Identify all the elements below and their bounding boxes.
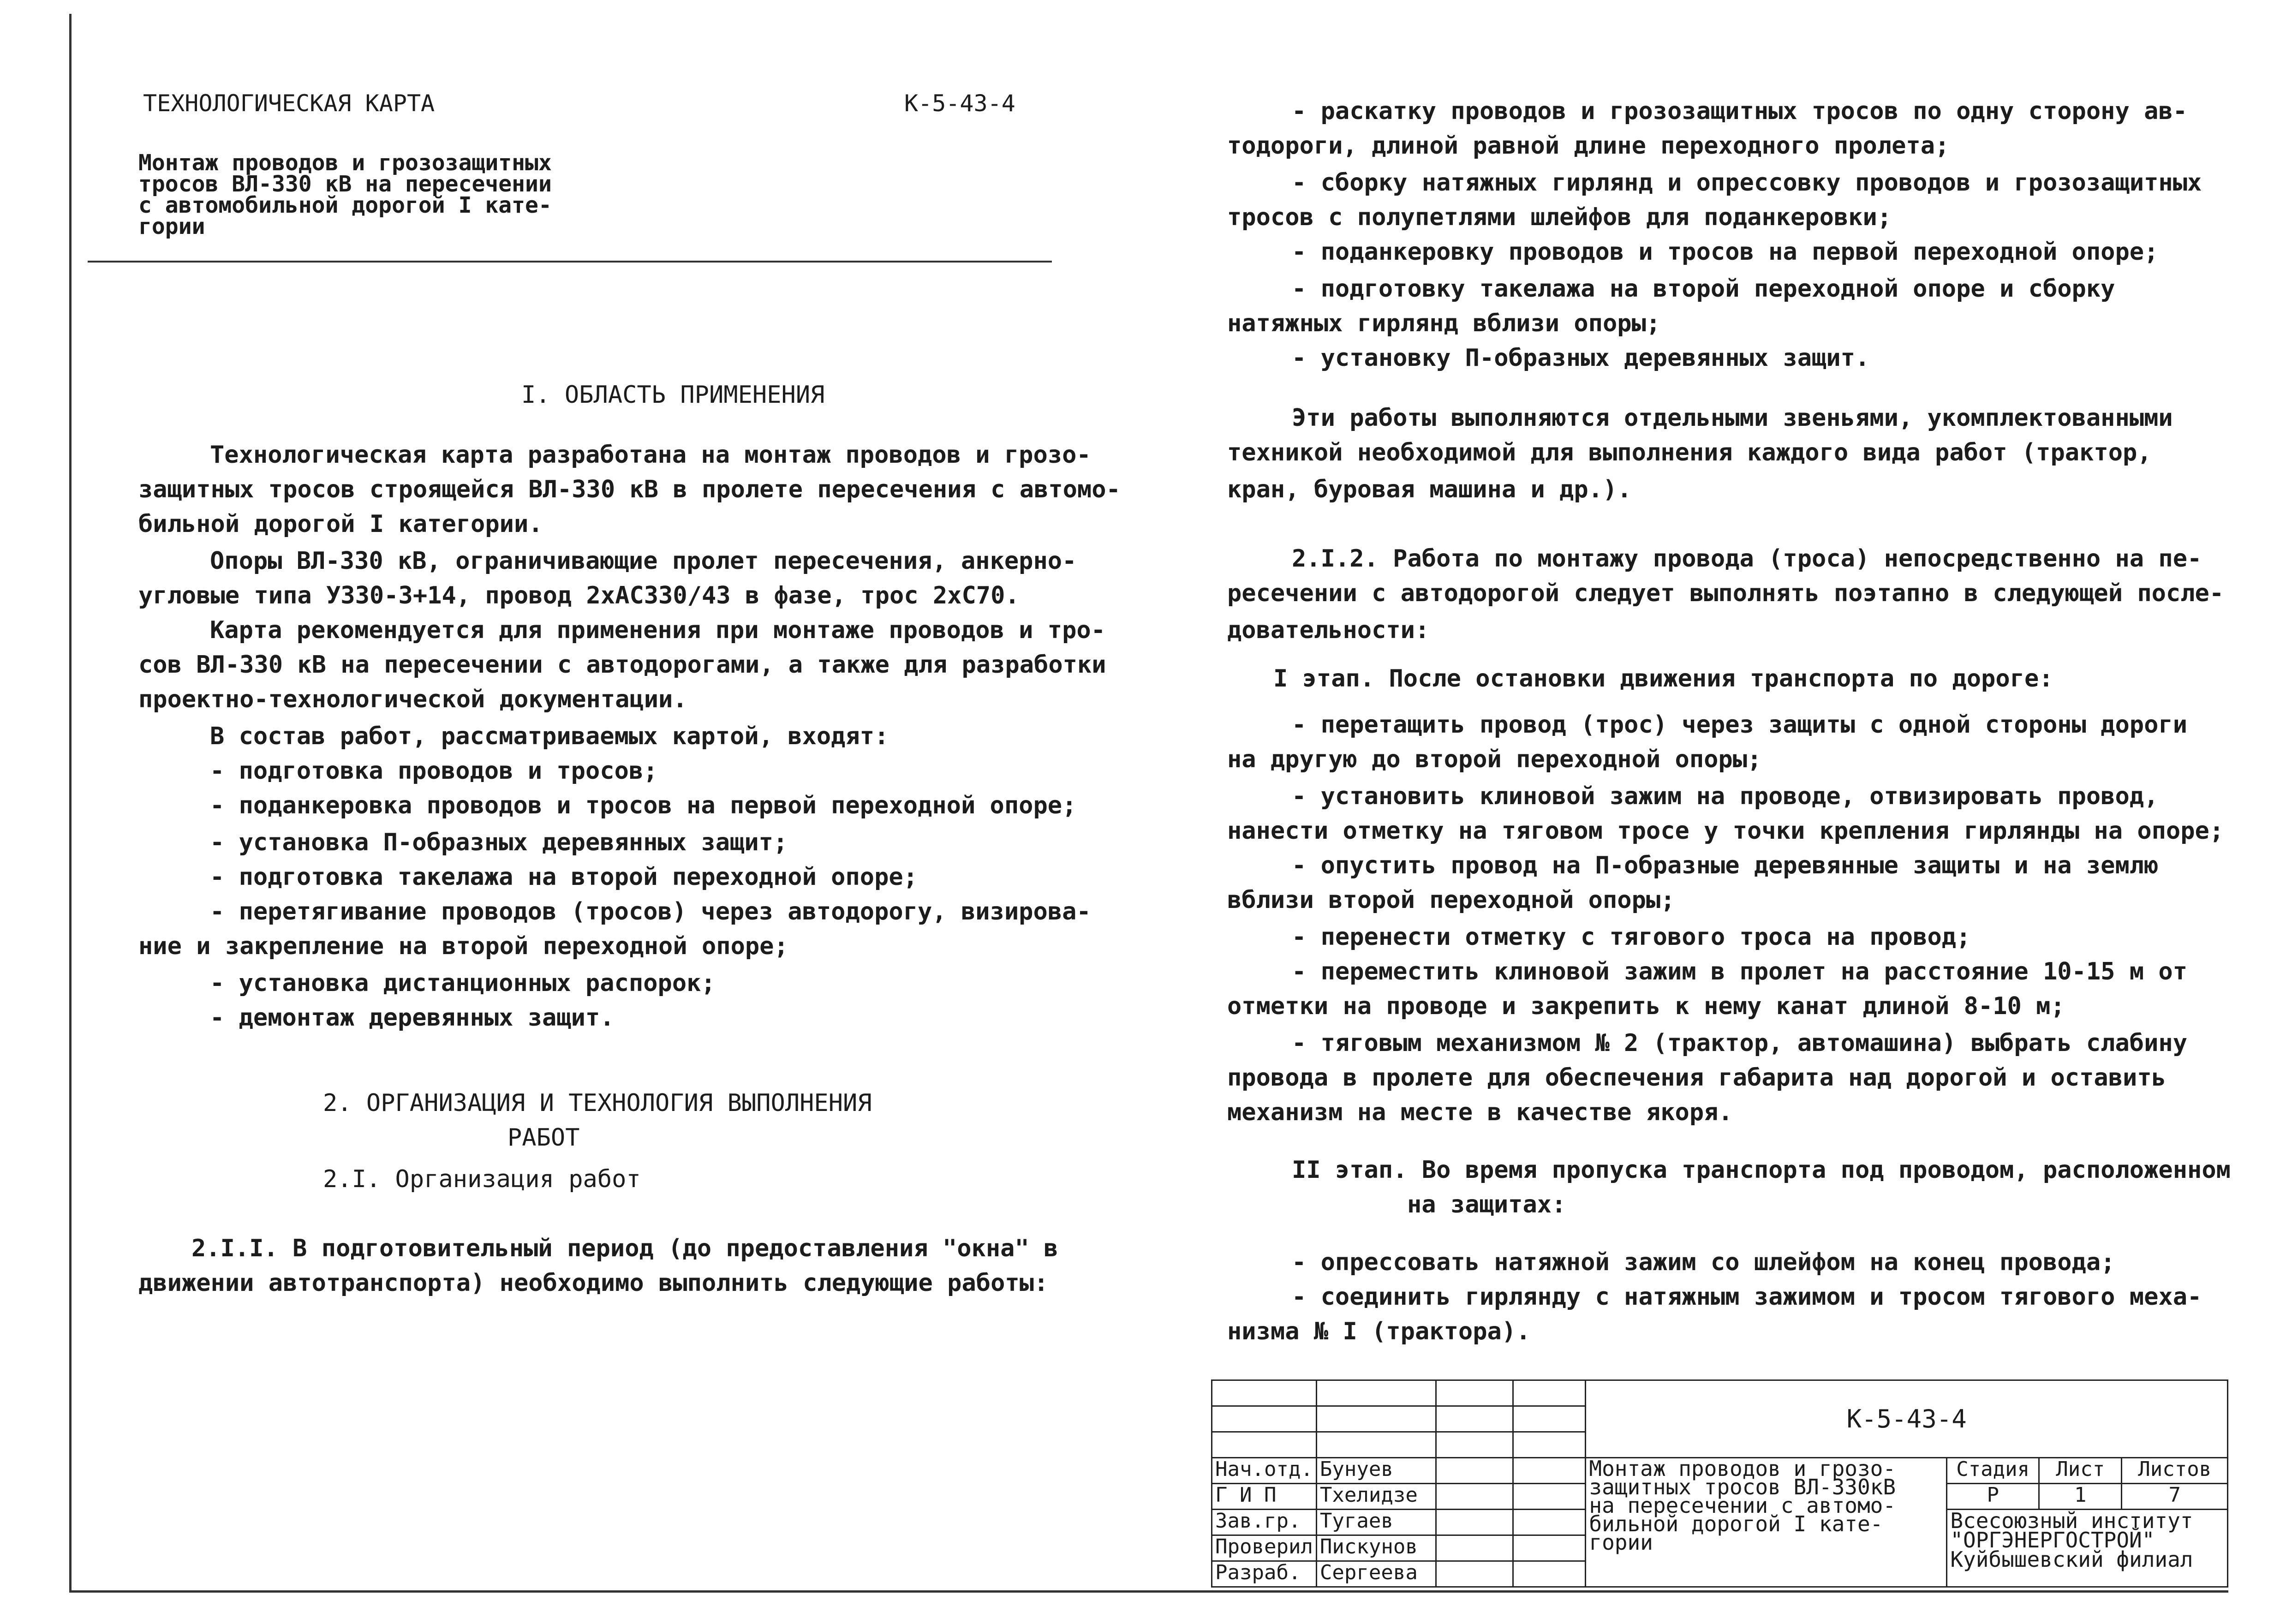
list-item: провода в пролете для обеспечения габарита над дорогой и оставить	[1227, 1064, 2166, 1092]
section-heading-2-cont: РАБОТ	[507, 1124, 580, 1152]
list-item: - подготовка такелажа на второй переходной опоре;	[210, 863, 918, 891]
list-item: - демонтаж деревянных защит.	[210, 1004, 615, 1032]
list-item: - установку П-образных деревянных защит.	[1292, 344, 1870, 372]
list-item: вблизи второй переходной опоры;	[1227, 886, 1675, 914]
text-line: техникой необходимой для выполнения каждого вида работ (трактор,	[1227, 439, 2152, 466]
stamp-name: Тхелидзе	[1316, 1484, 1436, 1510]
stamp-role: Г И П	[1212, 1484, 1317, 1510]
stamp-code: К-5-43-4	[1586, 1380, 2228, 1458]
list-item: - опрессовать натяжной зажим со шлейфом на конец провода;	[1292, 1248, 2115, 1276]
text-line: довательности:	[1227, 616, 1430, 644]
stamp-name: Сергеева	[1316, 1561, 1436, 1587]
text-line: угловые типа У330-3+14, провод 2хАС330/43 в фазе, трос 2хС70.	[138, 582, 1020, 609]
text-line: Эти работы выполняются отдельными звеньями, укомплектованными	[1292, 404, 2173, 432]
section-heading-1: I. ОБЛАСТЬ ПРИМЕНЕНИЯ	[521, 381, 825, 409]
list-item: - соединить гирлянду с натяжным зажимом и тросом тягового меха-	[1292, 1283, 2202, 1311]
text-line: сов ВЛ-330 кВ на пересечении с автодорогами, а также для разработки	[138, 651, 1106, 679]
stage-heading-cont: на защитах:	[1407, 1191, 1566, 1218]
document-subtitle: Монтаж проводов и грозозащитных тросов ВЛ-330 кВ на пересечении с автомобильной дорогой I кате- гории	[138, 150, 552, 239]
stamp-role: Разраб.	[1212, 1561, 1317, 1587]
list-item: тросов с полупетлями шлейфов для поданкеровки;	[1227, 203, 1892, 231]
list-item: - установка П-образных деревянных защит;	[210, 829, 788, 856]
text-line: бильной дорогой I категории.	[138, 510, 543, 538]
stamp-name: Бунуев	[1316, 1458, 1436, 1484]
list-item: - поданкеровка проводов и тросов на первой переходной опоре;	[210, 792, 1077, 819]
list-item: тодороги, длиной равной длине переходного пролета;	[1227, 132, 1950, 160]
text-line: движении автотранспорта) необходимо выполнить следующие работы:	[138, 1269, 1049, 1297]
title-block	[1211, 1379, 2228, 1592]
list-item: низма № I (трактора).	[1227, 1318, 1531, 1345]
list-item: ние и закрепление на второй переходной опоре;	[138, 932, 788, 960]
stamp-name: Тугаев	[1316, 1510, 1436, 1535]
stamp-signature	[1436, 1458, 1513, 1484]
stamp-signature	[1436, 1561, 1513, 1587]
document-code: К-5-43-4	[904, 90, 1015, 117]
text-line: 2.I.2. Работа по монтажу провода (троса) непосредственно на пе-	[1292, 545, 2202, 573]
stamp-name: Пискунов	[1316, 1535, 1436, 1561]
stamp-stage: Р	[1947, 1484, 2039, 1510]
list-item: - подготовка проводов и тросов;	[210, 757, 658, 785]
stamp-role: Проверил	[1212, 1535, 1317, 1561]
text-line: В состав работ, рассматриваемых картой, входят:	[210, 722, 889, 750]
list-item: - сборку натяжных гирлянд и опрессовку проводов и грозозащитных	[1292, 169, 2202, 197]
section-heading-2: 2. ОРГАНИЗАЦИЯ И ТЕХНОЛОГИЯ ВЫПОЛНЕНИЯ	[323, 1089, 872, 1117]
header-rule	[88, 261, 1052, 263]
list-item: - переместить клиновой зажим в пролет на расстояние 10-15 м от	[1292, 958, 2188, 985]
text-line: Опоры ВЛ-330 кВ, ограничивающие пролет пересечения, анкерно-	[210, 547, 1077, 575]
list-item: - перетащить провод (трос) через защиты с одной стороны дороги	[1292, 711, 2188, 739]
list-item: - перенести отметку с тягового троса на провод;	[1292, 923, 1971, 951]
stamp-sheets: 7	[2122, 1484, 2228, 1510]
list-item: отметки на проводе и закрепить к нему канат длиной 8-10 м;	[1227, 992, 2065, 1020]
stage-heading: II этап. Во время пропуска транспорта под проводом, расположенном	[1292, 1156, 2231, 1184]
document-title: ТЕХНОЛОГИЧЕСКАЯ КАРТА	[143, 90, 435, 117]
stamp-signature	[1436, 1484, 1513, 1510]
list-item: - перетягивание проводов (тросов) через автодорогу, визирова-	[210, 898, 1091, 925]
stamp-organization: Всесоюзный институт "ОРГЭНЕРГОСТРОЙ" Куйбышевский филиал	[1947, 1510, 2228, 1587]
subsection-heading: 2.I. Организация работ	[323, 1165, 641, 1193]
stamp-role: Нач.отд.	[1212, 1458, 1317, 1484]
stage-heading: I этап. После остановки движения транспорта по дороге:	[1273, 665, 2053, 693]
stamp-sheet-label: Лист	[2039, 1458, 2122, 1484]
page-frame-left	[69, 14, 72, 1592]
stamp-description: Монтаж проводов и грозо- защитных тросов ВЛ-330кВ на пересечении с автомо- бильной дорогой I кате- гории	[1586, 1458, 1947, 1587]
list-item: - установить клиновой зажим на проводе, отвизировать провод,	[1292, 782, 2159, 810]
stamp-sheet: 1	[2039, 1484, 2122, 1510]
list-item: - установка дистанционных распорок;	[210, 969, 716, 997]
stamp-signature	[1436, 1510, 1513, 1535]
list-item: механизм на месте в качестве якоря.	[1227, 1099, 1733, 1126]
list-item: нанести отметку на тяговом тросе у точки крепления гирлянды на опоре;	[1227, 817, 2224, 845]
list-item: натяжных гирлянд вблизи опоры;	[1227, 310, 1661, 337]
list-item: - поданкеровку проводов и тросов на первой переходной опоре;	[1292, 238, 2159, 266]
list-item: - опустить провод на П-образные деревянные защиты и на землю	[1292, 852, 2159, 879]
list-item: на другую до второй переходной опоры;	[1227, 746, 1762, 773]
list-item: - раскатку проводов и грозозащитных тросов по одну сторону ав-	[1292, 97, 2188, 125]
text-line: защитных тросов строящейся ВЛ-330 кВ в пролете пересечения с автомо-	[138, 476, 1121, 503]
list-item: - подготовку такелажа на второй переходной опоре и сборку	[1292, 275, 2115, 303]
stamp-role: Зав.гр.	[1212, 1510, 1317, 1535]
stamp-stage-label: Стадия	[1947, 1458, 2039, 1484]
text-line: проектно-технологической документации.	[138, 686, 687, 713]
stamp-sheets-label: Листов	[2122, 1458, 2228, 1484]
list-item: - тяговым механизмом № 2 (трактор, автомашина) выбрать слабину	[1292, 1029, 2188, 1057]
stamp-signature	[1436, 1535, 1513, 1561]
text-line: Карта рекомендуется для применения при монтаже проводов и тро-	[210, 616, 1106, 644]
text-line: ресечении с автодорогой следует выполнять поэтапно в следующей после-	[1227, 579, 2224, 607]
text-line: 2.I.I. В подготовительный период (до предоставления "окна" в	[191, 1235, 1058, 1262]
text-line: кран, буровая машина и др.).	[1227, 476, 1632, 503]
text-line: Технологическая карта разработана на монтаж проводов и грозо-	[210, 441, 1091, 469]
